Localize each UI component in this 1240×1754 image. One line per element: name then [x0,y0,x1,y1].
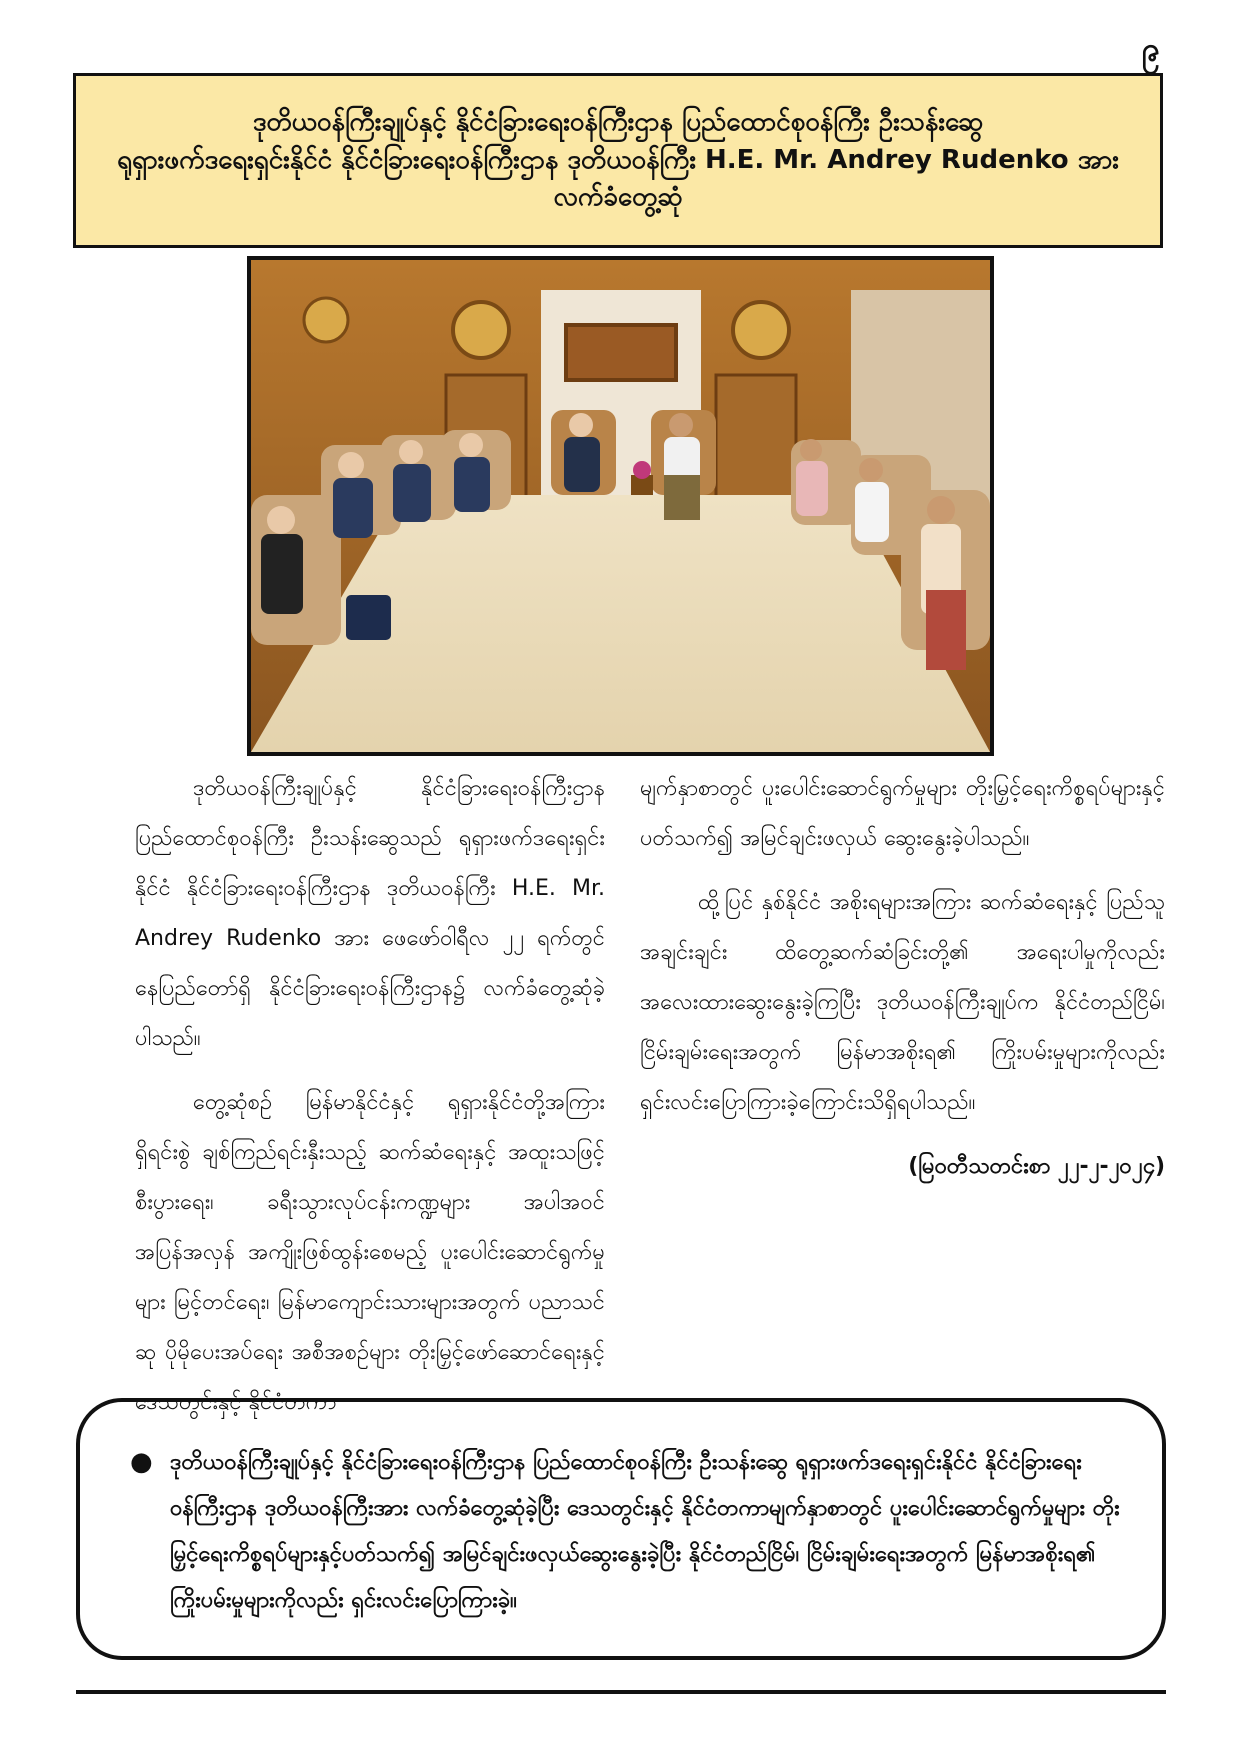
article-paragraph: ဒုတိယဝန်ကြီးချုပ်နှင့် နိုင်ငံခြားရေးဝန်ကြီးဌာန ပြည်ထောင်စုဝန်ကြီး ဦးသန်းဆွေသည် ရုရှားဖက်ဒရေးရှင်းနိုင်ငံ နိုင်ငံခြားရေးဝန်ကြီးဌာန ဒုတိယဝန်ကြီး H.E. Mr. Andrey Rudenko အား ဖေဖော်ဝါရီလ ၂၂ ရက်တွင် နေပြည်တော်ရှိ နိုင်ငံခြားရေးဝန်ကြီးဌာန၌ လက်ခံတွေ့ဆုံခဲ့ပါသည်။ [135,776,605,1051]
article-paragraph: တွေ့ဆုံစဉ် မြန်မာနိုင်ငံနှင့် ရုရှားနိုင်ငံတို့အကြား ရှိရင်းစွဲ ချစ်ကြည်ရင်းနှီးသည့် ဆက်ဆံရေးနှင့် အထူးသဖြင့် စီးပွားရေး၊ ခရီးသွားလုပ်ငန်းကဏ္ဍများ အပါအဝင် အပြန်အလှန် အကျိုးဖြစ်ထွန်းစေမည့် ပူးပေါင်းဆောင်ရွက်မှုများ မြင့်တင်ရေး၊ မြန်မာကျောင်းသားများအတွက် ပညာသင်ဆု ပိုမိုပေးအပ်ရေး အစီအစဉ်များ တိုးမြှင့်ဖော်ဆောင်ရေးနှင့် ဒေသတွင်းနှင့် နိုင်ငံတကာ [135,1090,605,1415]
headline-line-1: ဒုတိယဝန်ကြီးချုပ်နှင့် နိုင်ငံခြားရေးဝန်ကြီးဌာန ပြည်ထောင်စုဝန်ကြီး ဦးသန်းဆွေ [252,106,984,137]
headline-box [73,73,1163,248]
meeting-photo [247,256,994,756]
page-number: ၉ [1142,30,1160,68]
summary-item [130,1440,1122,1624]
meeting-photo-illustration [251,260,990,752]
article-paragraph: မျက်နှာစာတွင် ပူးပေါင်းဆောင်ရွက်မှုများ တိုးမြှင့်ရေးကိစ္စရပ်များနှင့်ပတ်သက်၍ အမြင်ချင်းဖလှယ် ဆွေးနွေးခဲ့ပါသည်။ [640,776,1165,851]
bullet-icon: ● [130,1447,153,1477]
headline-line-3: လက်ခံတွေ့ဆုံ [553,182,683,213]
headline-line-2: ရုရှားဖက်ဒရေးရှင်းနိုင်ငံ နိုင်ငံခြားရေးဝန်ကြီးဌာန ဒုတိယဝန်ကြီး H.E. Mr. Andrey Rudenko အား [117,144,1119,175]
bottom-divider [76,1690,1166,1694]
summary-box [76,1398,1166,1660]
summary-text: ဒုတိယဝန်ကြီးချုပ်နှင့် နိုင်ငံခြားရေးဝန်ကြီးဌာန ပြည်ထောင်စုဝန်ကြီး ဦးသန်းဆွေ ရုရှားဖက်ဒရေးရှင်းနိုင်ငံ နိုင်ငံခြားရေးဝန်ကြီးဌာန ဒုတိယဝန်ကြီးအား လက်ခံတွေ့ဆုံခဲ့ပြီး ဒေသတွင်းနှင့် နိုင်ငံတကာမျက်နှာစာတွင် ပူးပေါင်းဆောင်ရွက်မှုများ တိုးမြှင့်ရေးကိစ္စရပ်များနှင့်ပတ်သက်၍ အမြင်ချင်းဖလှယ်ဆွေးနွေးခဲ့ပြီး နိုင်ငံတည်ငြိမ်၊ ငြိမ်းချမ်းရေးအတွက် မြန်မာအစိုးရ၏ ကြိုးပမ်းမှုများကိုလည်း ရှင်းလင်းပြောကြားခဲ့။ [170,1450,1120,1613]
article-right-column [640,764,1165,1192]
news-source: (မြဝတီသတင်းစာ ၂၂-၂-၂၀၂၄) [908,1154,1165,1179]
article-paragraph: ထို့ပြင် နှစ်နိုင်ငံ အစိုးရများအကြား ဆက်ဆံရေးနှင့် ပြည်သူအချင်းချင်း ထိတွေ့ဆက်ဆံခြင်းတို့၏ အရေးပါမှုကိုလည်း အလေးထားဆွေးနွေးခဲ့ကြပြီး ဒုတိယဝန်ကြီးချုပ်က နိုင်ငံတည်ငြိမ်၊ ငြိမ်းချမ်းရေးအတွက် မြန်မာအစိုးရ၏ ကြိုးပမ်းမှုများကိုလည်း ရှင်းလင်းပြောကြားခဲ့ကြောင်းသိရှိရပါသည်။ [640,890,1165,1115]
article-left-column [135,764,605,1442]
